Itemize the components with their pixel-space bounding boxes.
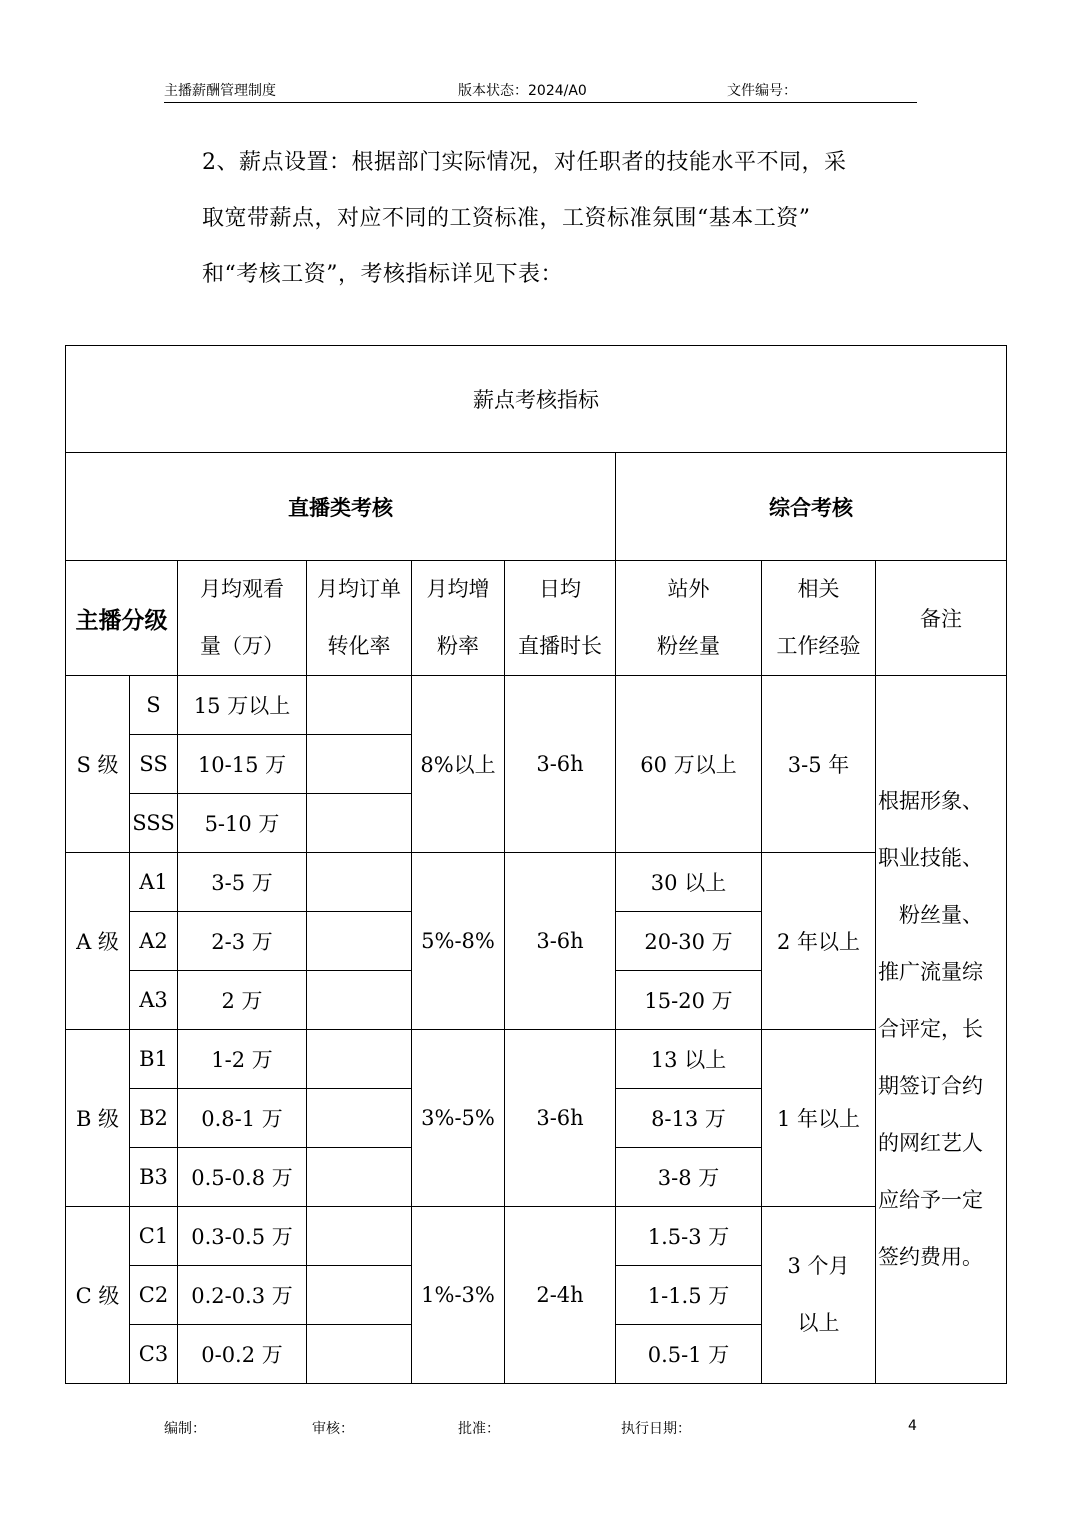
footer-approver: 批准： [458,1421,500,1437]
section-live-assessment: 直播类考核 [66,453,616,561]
fans-growth-value: 8%以上 [412,676,505,853]
footer-reviewer: 审核： [312,1421,354,1437]
header-file-no: 文件编号： [727,83,797,99]
daily-hours-value: 3-6h [505,676,616,853]
level-b: B 级 [66,1030,130,1207]
monthly-views-value: 15 万以上 [178,676,307,735]
col-fans-growth-l1: 月均增 [426,577,490,601]
outside-fans-value: 8-13 万 [616,1089,762,1148]
col-daily-hours-l2: 直播时长 [518,634,602,658]
note-line: 推广流量综 [878,960,983,984]
order-conversion-value [307,1148,412,1207]
fans-growth-value: 3%-5% [412,1030,505,1207]
work-experience-l1: 3 个月 [787,1254,850,1278]
note-line: 签约费用。 [878,1245,983,1269]
order-conversion-value [307,735,412,794]
order-conversion-value [307,1266,412,1325]
intro-line-2: 取宽带薪点，对应不同的工资标准，工资标准氛围“基本工资” [202,206,811,231]
sub-level: C3 [130,1325,178,1384]
page-header [164,78,917,103]
order-conversion-value [307,853,412,912]
sub-level: A3 [130,971,178,1030]
sub-level: A1 [130,853,178,912]
table-title: 薪点考核指标 [66,346,1007,453]
sub-level: SS [130,735,178,794]
note-line: 职业技能、 [878,846,983,870]
monthly-views-value: 0.2-0.3 万 [178,1266,307,1325]
col-monthly-views-l1: 月均观看 [200,577,284,601]
order-conversion-value [307,794,412,853]
monthly-views-value: 0-0.2 万 [178,1325,307,1384]
salary-point-table [65,345,1007,1384]
order-conversion-value [307,1325,412,1384]
daily-hours-value: 2-4h [505,1207,616,1384]
col-order-conversion-l1: 月均订单 [317,577,401,601]
note-line: 的网红艺人 [878,1131,983,1155]
monthly-views-value: 10-15 万 [178,735,307,794]
order-conversion-value [307,676,412,735]
monthly-views-value: 0.5-0.8 万 [178,1148,307,1207]
fans-growth-value: 1%-3% [412,1207,505,1384]
sub-level: C1 [130,1207,178,1266]
note-line: 期签订合约 [878,1074,983,1098]
level-a: A 级 [66,853,130,1030]
work-experience-value: 2 年以上 [762,853,876,1030]
note-line: 应给予一定 [878,1188,983,1212]
monthly-views-value: 0.3-0.5 万 [178,1207,307,1266]
col-order-conversion-l2: 转化率 [327,634,391,658]
sub-level: S [130,676,178,735]
outside-fans-value: 30 以上 [616,853,762,912]
order-conversion-value [307,1030,412,1089]
order-conversion-value [307,1089,412,1148]
level-c: C 级 [66,1207,130,1384]
outside-fans-value: 60 万以上 [616,676,762,853]
intro-line-3: 和“考核工资”，考核指标详见下表： [202,262,563,287]
sub-level: B2 [130,1089,178,1148]
sub-level: C2 [130,1266,178,1325]
work-experience-value [762,1207,876,1384]
page-footer [164,1418,917,1440]
work-experience-value: 1 年以上 [762,1030,876,1207]
outside-fans-value: 20-30 万 [616,912,762,971]
col-anchor-level: 主播分级 [66,561,178,676]
outside-fans-value: 0.5-1 万 [616,1325,762,1384]
col-daily-hours [505,561,616,676]
level-s: S 级 [66,676,130,853]
fans-growth-value: 5%-8% [412,853,505,1030]
page-number: 4 [908,1418,917,1434]
footer-editor: 编制： [164,1421,206,1437]
col-outside-fans-l2: 粉丝量 [657,634,720,658]
section-general-assessment: 综合考核 [616,453,1007,561]
header-version: 版本状态：2024/A0 [458,83,587,99]
outside-fans-value: 1-1.5 万 [616,1266,762,1325]
monthly-views-value: 2 万 [178,971,307,1030]
header-doc-title: 主播薪酬管理制度 [164,83,276,99]
sub-level: SSS [130,794,178,853]
note-line: 根据形象、 [878,789,983,813]
work-experience-value: 3-5 年 [762,676,876,853]
sub-level: B1 [130,1030,178,1089]
monthly-views-value: 1-2 万 [178,1030,307,1089]
work-experience-l2: 以上 [797,1311,840,1335]
monthly-views-value: 2-3 万 [178,912,307,971]
col-work-experience-l1: 相关 [797,577,840,601]
col-order-conversion [307,561,412,676]
col-fans-growth-l2: 粉率 [437,634,479,658]
outside-fans-value: 15-20 万 [616,971,762,1030]
order-conversion-value [307,971,412,1030]
intro-line-1: 2、薪点设置：根据部门实际情况，对任职者的技能水平不同，采 [202,150,847,175]
monthly-views-value: 5-10 万 [178,794,307,853]
outside-fans-value: 13 以上 [616,1030,762,1089]
note-line: 合评定，长 [878,1017,983,1041]
footer-exec-date: 执行日期： [621,1421,691,1437]
col-note: 备注 [876,561,1007,676]
col-outside-fans [616,561,762,676]
daily-hours-value: 3-6h [505,853,616,1030]
col-monthly-views-l2: 量（万） [200,634,284,658]
col-outside-fans-l1: 站外 [667,577,710,601]
order-conversion-value [307,912,412,971]
daily-hours-value: 3-6h [505,1030,616,1207]
col-fans-growth [412,561,505,676]
outside-fans-value: 1.5-3 万 [616,1207,762,1266]
sub-level: A2 [130,912,178,971]
col-work-experience [762,561,876,676]
col-daily-hours-l1: 日均 [539,577,581,601]
note-cell [876,676,1007,1384]
order-conversion-value [307,1207,412,1266]
sub-level: B3 [130,1148,178,1207]
col-work-experience-l2: 工作经验 [776,634,861,658]
monthly-views-value: 0.8-1 万 [178,1089,307,1148]
outside-fans-value: 3-8 万 [616,1148,762,1207]
col-monthly-views [178,561,307,676]
note-line: 粉丝量、 [878,903,983,927]
monthly-views-value: 3-5 万 [178,853,307,912]
